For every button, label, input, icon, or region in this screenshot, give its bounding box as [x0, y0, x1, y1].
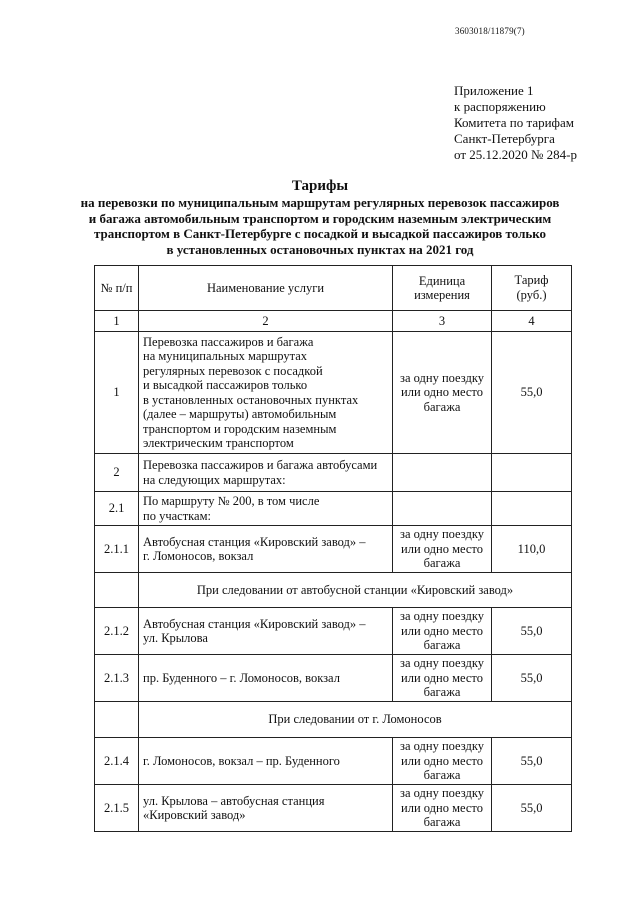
row-num: 2.1: [95, 492, 139, 526]
row-tariff: 55,0: [492, 785, 572, 832]
col-number: 4: [492, 311, 572, 332]
row-tariff: 110,0: [492, 526, 572, 573]
column-number-row: [95, 311, 572, 332]
header-name: Наименование услуги: [139, 266, 393, 311]
row-name: Автобусная станция «Кировский завод» – г. Ломоносов, вокзал: [139, 526, 393, 573]
col-number: 1: [95, 311, 139, 332]
row-tariff: [492, 454, 572, 492]
table-row: [95, 608, 572, 655]
title-heading: Тарифы: [291, 178, 349, 194]
document-number: 3603018/11879(7): [455, 26, 525, 36]
table-row: [95, 655, 572, 702]
row-num: 2.1.5: [95, 785, 139, 832]
appendix-line: Приложение 1: [454, 83, 534, 98]
table-row: [95, 526, 572, 573]
header-num: № п/п: [95, 266, 139, 311]
row-unit: за одну поездку или одно место багажа: [393, 332, 492, 454]
title-line: на перевозки по муниципальным маршрутам регулярных перевозок пассажиров: [80, 195, 560, 210]
title-line: в установленных остановочных пунктах на 2021 год: [166, 241, 474, 257]
appendix-line: к распоряжению: [454, 99, 546, 114]
appendix-line: Санкт-Петербурга: [454, 131, 555, 146]
row-unit: за одну поездку или одно место багажа: [393, 785, 492, 832]
row-num: 2.1.1: [95, 526, 139, 573]
row-unit: за одну поездку или одно место багажа: [393, 738, 492, 785]
row-unit: за одну поездку или одно место багажа: [393, 608, 492, 655]
table-row: [95, 492, 572, 526]
title-line: транспортом в Санкт-Петербурге с посадкой и высадкой пассажиров только: [93, 226, 547, 241]
section-title: При следовании от г. Ломоносов: [139, 702, 572, 738]
col-number: 2: [139, 311, 393, 332]
appendix-line: Комитета по тарифам: [454, 115, 574, 130]
tariffs-table: [94, 265, 572, 832]
row-num: 2.1.2: [95, 608, 139, 655]
row-tariff: 55,0: [492, 738, 572, 785]
row-name: пр. Буденного – г. Ломоносов, вокзал: [139, 655, 393, 702]
row-unit: за одну поездку или одно место багажа: [393, 526, 492, 573]
appendix-line: от 25.12.2020 № 284-р: [454, 147, 577, 162]
document-title: [80, 178, 560, 257]
row-num: 1: [95, 332, 139, 454]
row-tariff: 55,0: [492, 332, 572, 454]
row-name: ул. Крылова – автобусная станция «Кировский завод»: [139, 785, 393, 832]
row-num: 2.1.4: [95, 738, 139, 785]
table-row: [95, 454, 572, 492]
row-name: Перевозка пассажиров и багажа автобусами на следующих маршрутах:: [139, 454, 393, 492]
row-tariff: [492, 492, 572, 526]
section-row: [95, 573, 572, 608]
row-unit: [393, 454, 492, 492]
row-tariff: 55,0: [492, 655, 572, 702]
row-tariff: 55,0: [492, 608, 572, 655]
row-name: Перевозка пассажиров и багажа на муниципальных маршрутах регулярных перевозок с посадкой и высадкой пассажиров только в установленных остановочных пунктах (далее – маршруты) автомобильным транспортом и городским наземным электрическим транспортом: [139, 332, 393, 454]
section-row: [95, 702, 572, 738]
table-row: [95, 785, 572, 832]
header-tariff: Тариф (руб.): [492, 266, 572, 311]
table-row: [95, 332, 572, 454]
row-name: г. Ломоносов, вокзал – пр. Буденного: [139, 738, 393, 785]
section-title: При следовании от автобусной станции «Кировский завод»: [139, 573, 572, 608]
table-row: [95, 738, 572, 785]
row-unit: за одну поездку или одно место багажа: [393, 655, 492, 702]
table-header-row: [95, 266, 572, 311]
row-num: 2.1.3: [95, 655, 139, 702]
row-num: 2: [95, 454, 139, 492]
title-line: и багажа автомобильным транспортом и городским наземным электрическим: [88, 210, 552, 226]
row-name: По маршруту № 200, в том числе по участкам:: [139, 492, 393, 526]
row-unit: [393, 492, 492, 526]
appendix-block: [454, 83, 577, 163]
row-name: Автобусная станция «Кировский завод» – ул. Крылова: [139, 608, 393, 655]
col-number: 3: [393, 311, 492, 332]
header-unit: Единица измерения: [393, 266, 492, 311]
